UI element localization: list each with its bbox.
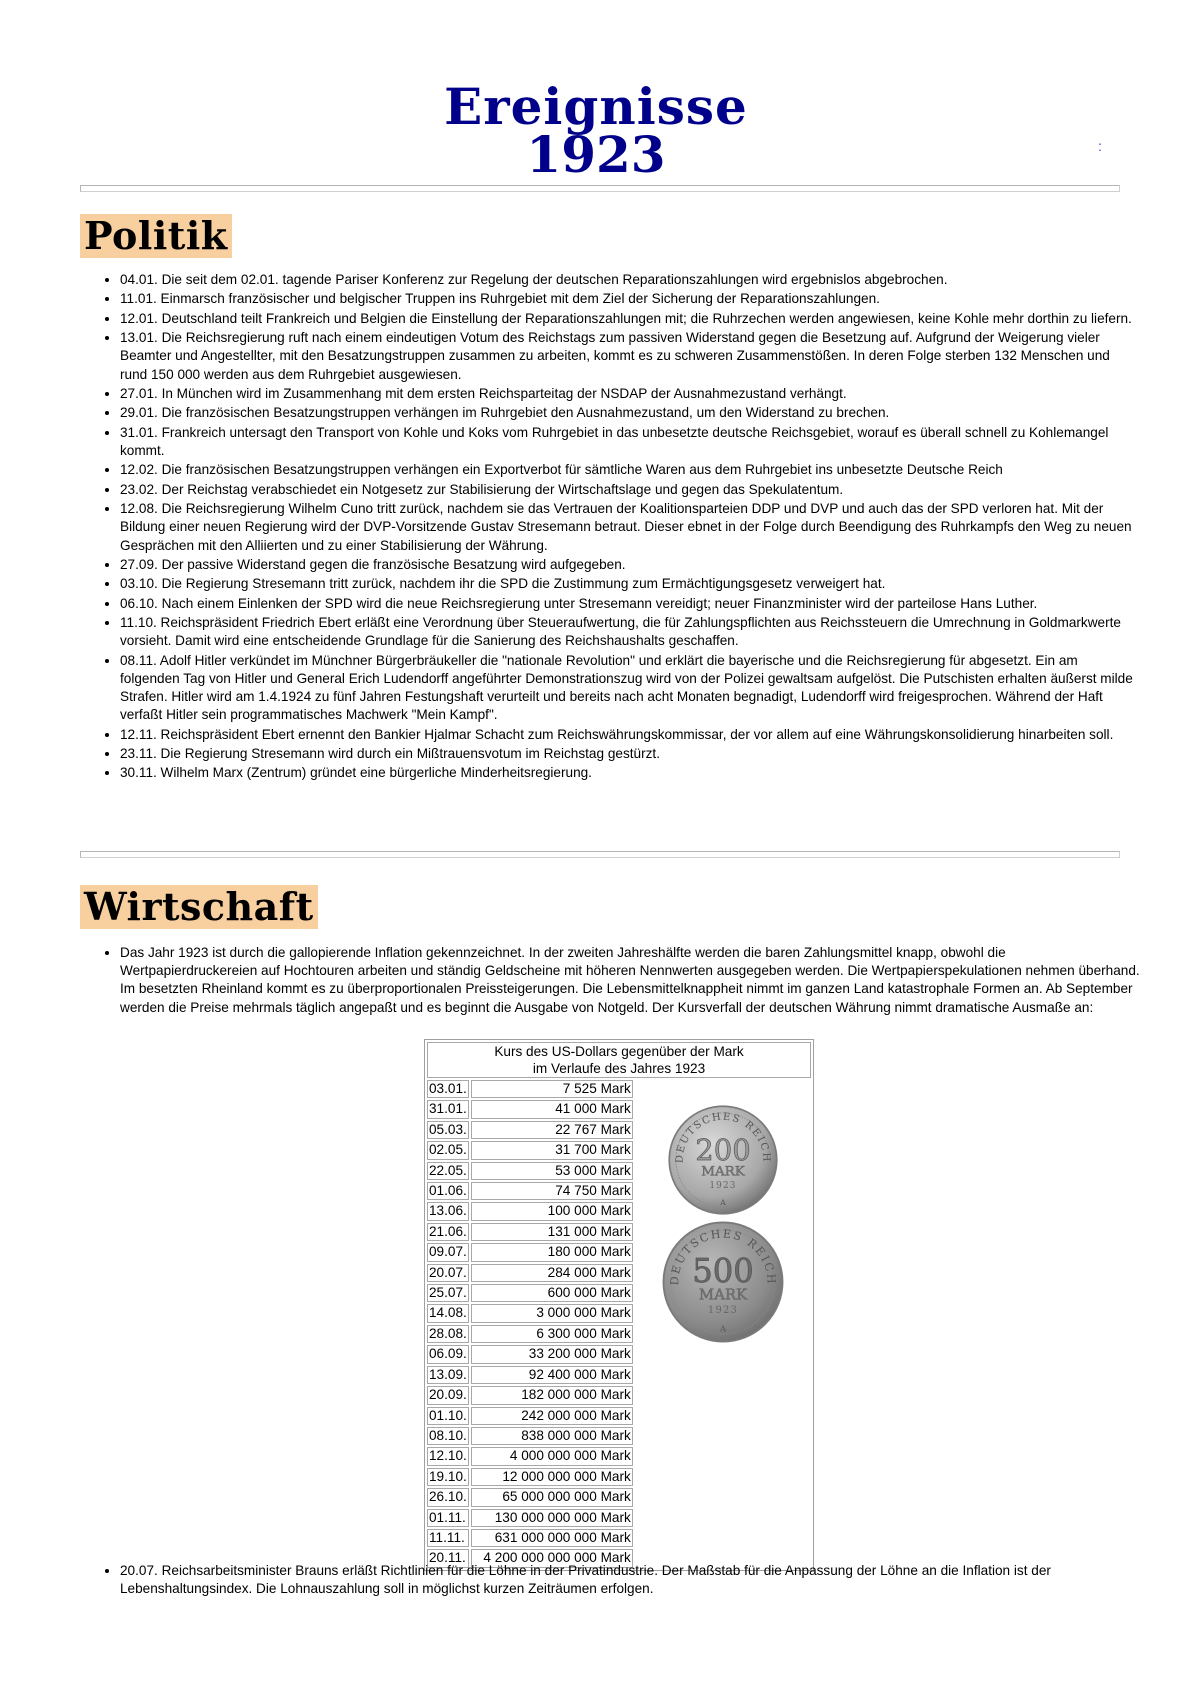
list-item: • 11.01. Einmarsch französischer und belgischer Truppen ins Ruhrgebiet mit dem Ziel der Sicherung der Reparationszahlungen. — [120, 290, 1140, 308]
list-item: • 08.11. Adolf Hitler verkündet im Münchner Bürgerbräukeller die "nationale Revolution" und erklärt die bayerische und die Reichsregierung für abgesetzt. Ein am folgenden Tag von Hitler und General Erich Ludendorff angeführter Demonstrationszug wird von der Polizei gewaltsam aufgelöst. Die Putschisten erhalten äußerst milde Strafen. Hitler wird am 1.4.1924 zu fünf Jahren Festungshaft verurteilt und bereits nach acht Monaten begnadigt, Ludendorff wird freigesprochen. Während der Haft verfaßt Hitler sein programmatisches Machwerk "Mein Kampf". — [120, 652, 1140, 725]
list-item: • 12.01. Deutschland teilt Frankreich und Belgien die Einstellung der Reparationszahlungen mit; die Ruhrzechen werden angewiesen, keine Kohle mehr dorthin zu liefern. — [120, 310, 1140, 328]
coin-images-cell — [635, 1080, 811, 1568]
rate-date: 06.09. — [427, 1345, 469, 1363]
rate-date: 08.10. — [427, 1427, 469, 1445]
divider-middle — [80, 851, 1120, 858]
rate-date: 01.10. — [427, 1407, 469, 1425]
table-row — [427, 1080, 811, 1098]
rate-value: 838 000 000 Mark — [471, 1427, 633, 1445]
rate-value: 33 200 000 Mark — [471, 1345, 633, 1363]
list-item: • 27.09. Der passive Widerstand gegen die französische Besatzung wird aufgegeben. — [120, 556, 1140, 574]
list-item: • 27.01. In München wird im Zusammenhang mit dem ersten Reichsparteitag der NSDAP der Ausnahmezustand verhängt. — [120, 385, 1140, 403]
list-item: • 12.02. Die französischen Besatzungstruppen verhängen ein Exportverbot für sämtliche Waren aus dem Ruhrgebiet ins unbesetzte Deutsche Reich — [120, 461, 1140, 479]
rate-value: 53 000 Mark — [471, 1162, 633, 1180]
rate-date: 19.10. — [427, 1468, 469, 1486]
list-item: • 23.02. Der Reichstag verabschiedet ein Notgesetz zur Stabilisierung der Wirtschaftslage und gegen das Spekulatentum. — [120, 481, 1140, 499]
rate-date: 28.08. — [427, 1325, 469, 1343]
wirtschaft-intro-text: Das Jahr 1923 ist durch die gallopierende Inflation gekennzeichnet. In der zweiten Jahreshälfte werden die baren Zahlungsmittel knapp, obwohl die Wertpapierdruckereien auf Hochtouren arbeiten und ständig Geldscheine mit höheren Nennwerten ausgegeben werden. Die Wertpapierspekulationen nehmen überhand. Im besetzten Rheinland kommt es zu überproportionalen Preissteigerungen. Die Lebensmittelknappheit nimmt im ganzen Land katastrophale Formen an. Ab September werden die Preise mehrmals täglich angepaßt und es beginnt die Ausgabe von Notgeld. Der Kursverfall der deutschen Währung nimmt dramatische Ausmaße an: — [120, 945, 1140, 1015]
svg-text:A: A — [720, 1197, 726, 1207]
svg-text:500: 500 — [692, 1252, 754, 1290]
list-item: • 06.10. Nach einem Einlenken der SPD wird die neue Reichsregierung unter Stresemann vereidigt; neuer Finanzminister wird der parteilose Hans Luther. — [120, 595, 1140, 613]
table-caption-line1: Kurs des US-Dollars gegenüber der Mark — [494, 1044, 744, 1059]
list-item: • 12.08. Die Reichsregierung Wilhelm Cuno tritt zurück, nachdem sie das Vertrauen der Koalitionsparteien DDP und DVP und auch das der SPD verloren hat. Mit der Bildung einer neuen Regierung wird der DVP-Vorsitzende Gustav Stresemann betraut. Dieser ebnet in der Folge durch Beendigung des Ruhrkampfs den Weg zu neuen Gesprächen mit den Alliierten und zu einer Stabilisierung der Währung. — [120, 500, 1140, 555]
rate-date: 01.11. — [427, 1509, 469, 1527]
rate-value: 4 000 000 000 Mark — [471, 1447, 633, 1465]
rate-date: 02.05. — [427, 1141, 469, 1159]
rate-date: 13.06. — [427, 1202, 469, 1220]
rate-value: 74 750 Mark — [471, 1182, 633, 1200]
rate-value: 242 000 000 Mark — [471, 1407, 633, 1425]
rate-date: 31.01. — [427, 1100, 469, 1118]
page-title — [0, 77, 1192, 184]
rate-value: 65 000 000 000 Mark — [471, 1488, 633, 1506]
rate-date: 03.01. — [427, 1080, 469, 1098]
rate-date: 20.07. — [427, 1264, 469, 1282]
rate-value: 6 300 000 Mark — [471, 1325, 633, 1343]
rate-date: 01.06. — [427, 1182, 469, 1200]
svg-text:DEUTSCHES REICH: DEUTSCHES REICH — [674, 1111, 772, 1164]
rate-value: 22 767 Mark — [471, 1121, 633, 1139]
page-title-text: Ereignisse — [444, 77, 748, 136]
coin-500-mark-image — [661, 1220, 785, 1344]
svg-text:1923: 1923 — [707, 1305, 738, 1316]
side-marker: : — [1098, 138, 1102, 154]
exchange-rate-table — [424, 1039, 814, 1571]
svg-text:MARK: MARK — [701, 1164, 745, 1180]
rate-value: 31 700 Mark — [471, 1141, 633, 1159]
list-item: • 03.10. Die Regierung Stresemann tritt zurück, nachdem ihr die SPD die Zustimmung zum Ermächtigungsgesetz verweigert hat. — [120, 575, 1140, 593]
rate-date: 09.07. — [427, 1243, 469, 1261]
rate-value: 92 400 000 Mark — [471, 1366, 633, 1384]
rate-value: 100 000 Mark — [471, 1202, 633, 1220]
rate-value: 130 000 000 000 Mark — [471, 1509, 633, 1527]
rate-date: 22.05. — [427, 1162, 469, 1180]
list-item: • 11.10. Reichspräsident Friedrich Ebert erläßt eine Verordnung über Steueraufwertung, die für Zahlungspflichten aus Reichssteuern die Umrechnung in Goldmarkwerte vorsieht. Damit wird eine entscheidende Grundlage für die Sanierung des Reichshaushalts geschaffen. — [120, 614, 1140, 650]
table-caption-row — [427, 1042, 811, 1078]
list-item: • 29.01. Die französischen Besatzungstruppen verhängen im Ruhrgebiet den Ausnahmezustand, um den Widerstand zu brechen. — [120, 404, 1140, 422]
rate-date: 05.03. — [427, 1121, 469, 1139]
coin-200-mark-image — [667, 1104, 779, 1216]
rate-date: 12.10. — [427, 1447, 469, 1465]
rate-value: 131 000 Mark — [471, 1223, 633, 1241]
table-caption-line2: im Verlaufe des Jahres 1923 — [532, 1061, 706, 1076]
rate-date: 20.09. — [427, 1386, 469, 1404]
list-item: • 12.11. Reichspräsident Ebert ernennt den Bankier Hjalmar Schacht zum Reichswährungskommissar, der vor allem auf eine Währungskonsolidierung hinarbeiten soll. — [120, 726, 1140, 744]
rate-date: 14.08. — [427, 1304, 469, 1322]
divider-top — [80, 185, 1120, 192]
rate-value: 182 000 000 Mark — [471, 1386, 633, 1404]
rate-date: 21.06. — [427, 1223, 469, 1241]
rate-value: 180 000 Mark — [471, 1243, 633, 1261]
svg-text:200: 200 — [695, 1133, 751, 1167]
rate-value: 4 200 000 000 000 Mark — [471, 1549, 633, 1567]
rate-date: 20.11. — [427, 1549, 469, 1567]
rate-date: 11.11. — [427, 1529, 469, 1547]
rate-value: 631 000 000 000 Mark — [471, 1529, 633, 1547]
politik-event-list — [100, 271, 1140, 784]
rate-value: 12 000 000 000 Mark — [471, 1468, 633, 1486]
list-item: • 20.07. Reichsarbeitsminister Brauns erläßt Richtlinien für die Löhne in der Privatindustrie. Der Maßstab für die Anpassung der Löhne an die Inflation ist der Lebenshaltungsindex. Die Lohnauszahlung soll in möglichst kurzen Zeiträumen erfolgen. — [120, 1562, 1140, 1598]
section-heading-politik: Politik — [80, 214, 232, 258]
rate-date: 25.07. — [427, 1284, 469, 1302]
list-item: • 13.01. Die Reichsregierung ruft nach einem eindeutigen Votum des Reichstags zum passiven Widerstand gegen die Besetzung auf. Aufgrund der Weigerung vieler Beamter und Angestellter, mit den Besatzungstruppen zusammen zu arbeiten, kommt es zu schweren Zusammenstößen. In deren Folge sterben 132 Menschen und rund 150 000 werden aus dem Ruhrgebiet ausgewiesen. — [120, 329, 1140, 384]
svg-text:MARK: MARK — [698, 1285, 748, 1304]
wirtschaft-intro-list — [100, 944, 1140, 1018]
rate-date: 13.09. — [427, 1366, 469, 1384]
rate-value: 41 000 Mark — [471, 1100, 633, 1118]
table-caption — [427, 1042, 811, 1078]
rate-value: 7 525 Mark — [471, 1080, 633, 1098]
list-item: • 31.01. Frankreich untersagt den Transport von Kohle und Koks vom Ruhrgebiet in das unbesetzte deutsche Reichsgebiet, worauf es überall schnell zu Kohlemangel kommt. — [120, 424, 1140, 460]
rate-date: 26.10. — [427, 1488, 469, 1506]
rate-value: 600 000 Mark — [471, 1284, 633, 1302]
section-heading-wirtschaft: Wirtschaft — [80, 885, 318, 929]
svg-text:DEUTSCHES REICH: DEUTSCHES REICH — [668, 1227, 778, 1286]
exchange-rate-table-container — [424, 1039, 814, 1571]
svg-text:1923: 1923 — [709, 1181, 737, 1191]
rate-value: 3 000 000 Mark — [471, 1304, 633, 1322]
list-item: • 23.11. Die Regierung Stresemann wird durch ein Mißtrauensvotum im Reichstag gestürzt. — [120, 745, 1140, 763]
svg-text:A: A — [719, 1324, 727, 1335]
rate-value: 284 000 Mark — [471, 1264, 633, 1282]
wirtschaft-event-list — [100, 1562, 1140, 1600]
page-title-year: 1923 — [526, 125, 666, 184]
list-item — [120, 944, 1140, 1017]
list-item: • 04.01. Die seit dem 02.01. tagende Pariser Konferenz zur Regelung der deutschen Reparationszahlungen wird ergebnislos abgebrochen. — [120, 271, 1140, 289]
list-item: • 30.11. Wilhelm Marx (Zentrum) gründet eine bürgerliche Minderheitsregierung. — [120, 764, 1140, 782]
